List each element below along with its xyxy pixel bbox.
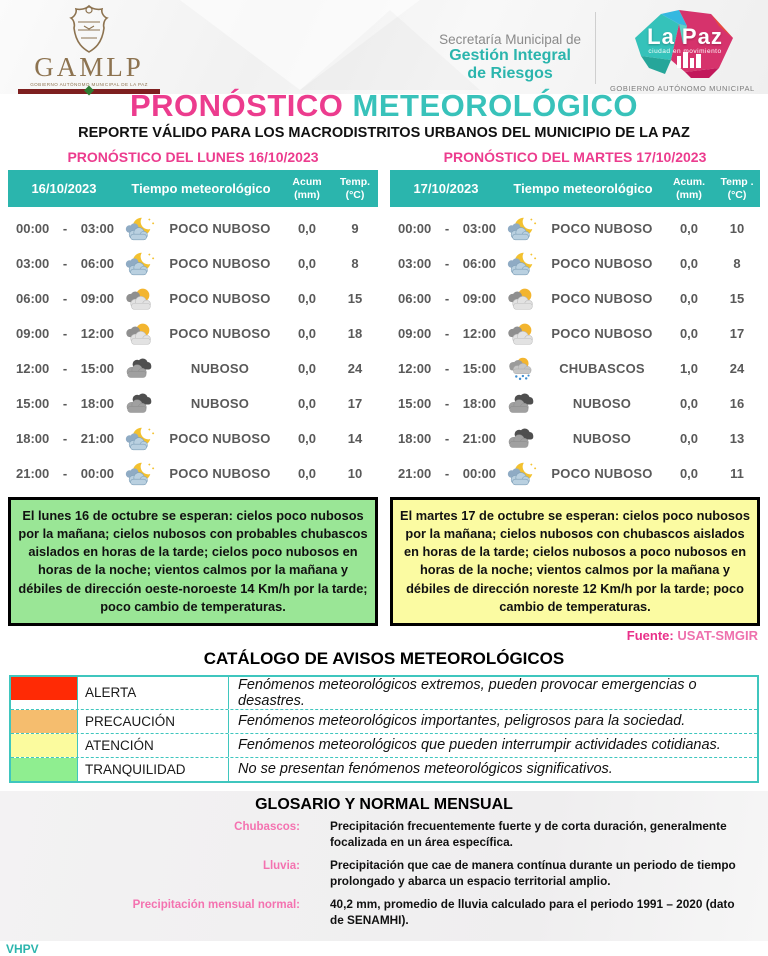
precipitation-value: 0,0 [679, 256, 699, 271]
alert-color-swatch [11, 677, 77, 700]
weather-description: POCO NUBOSO [551, 256, 653, 271]
time-range: 21:00 - 00:00 [398, 466, 496, 481]
weather-icon [502, 216, 540, 242]
temperature-value: 8 [733, 256, 741, 271]
source-value: USAT-SMGIR [673, 627, 758, 643]
time-range: 18:00 - 21:00 [16, 431, 114, 446]
glossary-entry [0, 897, 768, 929]
page-subtitle: REPORTE VÁLIDO PARA LOS MACRODISTRITOS URBANOS DEL MUNICIPIO DE LA PAZ [78, 125, 690, 141]
alert-level-label: ATENCIÓN [77, 734, 229, 757]
glossary-entry [0, 858, 768, 890]
summary-monday: El lunes 16 de octubre se esperan: cielos poco nubosos por la mañana; cielos nubosos con probables chubascos aislados en horas de la tarde; cielos poco nubosos en horas de la noche; vientos calmos por la mañana y débiles de dirección oeste-noroeste 14 Km/h por la tarde; poco cambio de temperaturas. [8, 497, 378, 626]
time-range: 00:00 - 03:00 [398, 221, 496, 236]
column-header-temp: Temp. (°C) [339, 176, 371, 201]
time-range: 03:00 - 06:00 [398, 256, 496, 271]
glossary-title: GLOSARIO Y NORMAL MENSUAL [255, 795, 513, 813]
weather-description: NUBOSO [572, 431, 632, 446]
gamlp-logo [0, 0, 160, 94]
temperature-value: 14 [347, 431, 363, 446]
forecast-row [390, 281, 760, 316]
forecast-row [8, 421, 378, 456]
column-header-acum: Acum (mm) [292, 176, 322, 201]
time-range: 06:00 - 09:00 [398, 291, 496, 306]
weather-description: POCO NUBOSO [551, 221, 653, 236]
catalog-row [11, 758, 757, 781]
glossary-entries [0, 819, 768, 929]
time-range: 09:00 - 12:00 [16, 326, 114, 341]
table-header-monday [8, 170, 378, 207]
weather-icon [120, 251, 158, 277]
table-header-tuesday [390, 170, 760, 207]
time-range: 00:00 - 03:00 [16, 221, 114, 236]
temperature-value: 24 [729, 361, 745, 376]
table-body-monday [8, 207, 378, 491]
temperature-value: 15 [729, 291, 745, 306]
section-title-tuesday: PRONÓSTICO DEL MARTES 17/10/2023 [443, 149, 707, 165]
catalog-row [11, 677, 757, 710]
temperature-value: 17 [347, 396, 363, 411]
glossary-definition: Precipitación frecuentemente fuerte y de corta duración, generalmente focalizada en un área específica. [330, 818, 727, 849]
source-label: Fuente: [626, 627, 674, 643]
forecast-row [390, 456, 760, 491]
weather-description: POCO NUBOSO [169, 256, 271, 271]
glossary-section [0, 791, 768, 942]
alert-level-description: Fenómenos meteorológicos importantes, peligrosos para la sociedad. [238, 713, 686, 730]
weather-icon [502, 461, 540, 487]
summary-tuesday: El martes 17 de octubre se esperan: cielos poco nubosos por la mañana; cielos nubosos con chubascos aislados en horas de la tarde; cielos nubosos a poco nubosos en horas de la noche; vientos calmos por la mañana y débiles de dirección noreste 12 Km/h por la tarde; poco cambio de temperaturas. [390, 497, 760, 626]
catalog-title: CATÁLOGO DE AVISOS METEOROLÓGICOS [203, 648, 565, 668]
weather-icon [502, 356, 540, 382]
column-header-date: 16/10/2023 [31, 181, 97, 196]
author-initials: VHPV [6, 942, 39, 956]
column-header-acum: Acum. (mm) [672, 176, 706, 201]
alert-level-label: ALERTA [77, 677, 229, 709]
weather-icon [120, 321, 158, 347]
forecast-row [390, 386, 760, 421]
time-range: 21:00 - 00:00 [16, 466, 114, 481]
forecast-row [8, 351, 378, 386]
table-body-tuesday [390, 207, 760, 491]
alert-color-swatch [11, 758, 77, 781]
forecast-row [8, 211, 378, 246]
weather-description: POCO NUBOSO [169, 291, 271, 306]
temperature-value: 11 [730, 466, 744, 481]
weather-icon [502, 426, 540, 452]
weather-icon [502, 251, 540, 277]
weather-description: POCO NUBOSO [551, 291, 653, 306]
glossary-term: Chubascos: [234, 820, 300, 833]
gamlp-crest-icon [60, 4, 118, 54]
weather-icon [120, 286, 158, 312]
forecast-row [390, 421, 760, 456]
catalog-row [11, 734, 757, 758]
glossary-term: Lluvia: [262, 859, 300, 872]
gamlp-caption: GOBIERNO AUTÓNOMO MUNICIPAL DE LA PAZ [30, 82, 148, 87]
lapaz-wordmark: La Paz [647, 24, 723, 49]
lapaz-caption: GOBIERNO AUTÓNOMO MUNICIPAL [610, 84, 755, 93]
weather-icon [502, 321, 540, 347]
temperature-value: 15 [347, 291, 363, 306]
forecast-table-tuesday [390, 145, 760, 491]
column-header-temp: Temp . (°C) [720, 176, 754, 201]
catalog-row [11, 710, 757, 734]
page-header [0, 0, 768, 94]
forecast-row [390, 211, 760, 246]
weather-description: NUBOSO [190, 396, 250, 411]
catalog-table [9, 675, 759, 783]
alert-color-swatch [11, 710, 77, 733]
column-header-weather: Tiempo meteorológico [131, 181, 271, 196]
forecast-row [390, 246, 760, 281]
forecast-row [8, 246, 378, 281]
precipitation-value: 0,0 [679, 291, 699, 306]
gamlp-acronym: GAMLP [34, 52, 144, 82]
forecast-table-monday [8, 145, 378, 491]
forecast-row [8, 316, 378, 351]
alert-level-label: PRECAUCIÓN [77, 710, 229, 733]
time-range: 18:00 - 21:00 [398, 431, 496, 446]
precipitation-value: 0,0 [679, 466, 699, 481]
precipitation-value: 0,0 [297, 466, 317, 481]
weather-icon [120, 426, 158, 452]
weather-description: POCO NUBOSO [169, 466, 271, 481]
weather-description: POCO NUBOSO [551, 466, 653, 481]
precipitation-value: 0,0 [297, 256, 317, 271]
weather-description: POCO NUBOSO [169, 326, 271, 341]
lapaz-logo [610, 8, 760, 93]
forecast-row [390, 316, 760, 351]
alert-color-swatch [11, 734, 77, 757]
glossary-entry [0, 819, 768, 851]
weather-icon [120, 391, 158, 417]
header-divider [595, 12, 596, 84]
time-range: 15:00 - 18:00 [16, 396, 114, 411]
forecast-row [8, 281, 378, 316]
glossary-definition: Precipitación que cae de manera contínua durante un periodo de tiempo prolongado y abarca un espacio territorial amplio. [330, 857, 736, 888]
forecast-row [390, 351, 760, 386]
temperature-value: 13 [729, 431, 745, 446]
time-range: 06:00 - 09:00 [16, 291, 114, 306]
time-range: 15:00 - 18:00 [398, 396, 496, 411]
weather-description: POCO NUBOSO [169, 431, 271, 446]
alert-level-description: No se presentan fenómenos meteorológicos significativos. [238, 761, 613, 778]
lapaz-tagline: ciudad en movimiento [648, 48, 722, 55]
weather-icon [120, 216, 158, 242]
alert-level-description: Fenómenos meteorológicos extremos, pueden provocar emergencias o desastres. [238, 676, 697, 709]
precipitation-value: 0,0 [679, 326, 699, 341]
glossary-definition: 40,2 mm, promedio de lluvia calculado para el periodo 1991 – 2020 (dato de SENAMHI). [330, 896, 735, 927]
alert-level-label: TRANQUILIDAD [77, 758, 229, 781]
time-range: 09:00 - 12:00 [398, 326, 496, 341]
weather-icon [502, 391, 540, 417]
time-range: 12:00 - 15:00 [398, 361, 496, 376]
precipitation-value: 0,0 [679, 396, 699, 411]
forecast-tables [0, 145, 768, 491]
temperature-value: 24 [347, 361, 363, 376]
weather-description: NUBOSO [572, 396, 632, 411]
temperature-value: 8 [351, 256, 359, 271]
precipitation-value: 0,0 [297, 431, 317, 446]
secretaria-line2: Gestión Integral [449, 47, 571, 64]
precipitation-value: 0,0 [679, 431, 699, 446]
weather-description: POCO NUBOSO [169, 221, 271, 236]
precipitation-value: 1,0 [679, 361, 699, 376]
precipitation-value: 0,0 [297, 326, 317, 341]
temperature-value: 10 [729, 221, 745, 236]
forecast-row [8, 456, 378, 491]
weather-description: CHUBASCOS [559, 361, 645, 376]
column-header-date: 17/10/2023 [413, 181, 479, 196]
precipitation-value: 0,0 [297, 291, 317, 306]
forecast-row [8, 386, 378, 421]
alert-level-description: Fenómenos meteorológicos que pueden interrumpir actividades cotidianas. [238, 737, 721, 754]
weather-icon [502, 286, 540, 312]
weather-icon [120, 461, 158, 487]
temperature-value: 17 [729, 326, 745, 341]
precipitation-value: 0,0 [297, 361, 317, 376]
temperature-value: 9 [351, 221, 359, 236]
page-title [0, 88, 768, 124]
secretaria-line1: Secretaría Municipal de [439, 32, 581, 47]
precipitation-value: 0,0 [297, 396, 317, 411]
weather-description: NUBOSO [190, 361, 250, 376]
column-header-weather: Tiempo meteorológico [513, 181, 653, 196]
secretaria-line3: de Riesgos [467, 64, 553, 82]
glossary-term: Precipitación mensual normal: [132, 898, 300, 911]
time-range: 03:00 - 06:00 [16, 256, 114, 271]
summary-boxes [0, 497, 768, 626]
section-title-monday: PRONÓSTICO DEL LUNES 16/10/2023 [67, 149, 319, 165]
precipitation-value: 0,0 [679, 221, 699, 236]
temperature-value: 18 [347, 326, 363, 341]
secretaria-wordmark [439, 32, 581, 82]
temperature-value: 16 [729, 396, 745, 411]
page-title-part1: PRONÓSTICO [129, 88, 344, 123]
source-line [0, 628, 768, 643]
time-range: 12:00 - 15:00 [16, 361, 114, 376]
page-title-part2: METEOROLÓGICO [343, 88, 639, 123]
temperature-value: 10 [347, 466, 363, 481]
weather-description: POCO NUBOSO [551, 326, 653, 341]
weather-icon [120, 356, 158, 382]
precipitation-value: 0,0 [297, 221, 317, 236]
